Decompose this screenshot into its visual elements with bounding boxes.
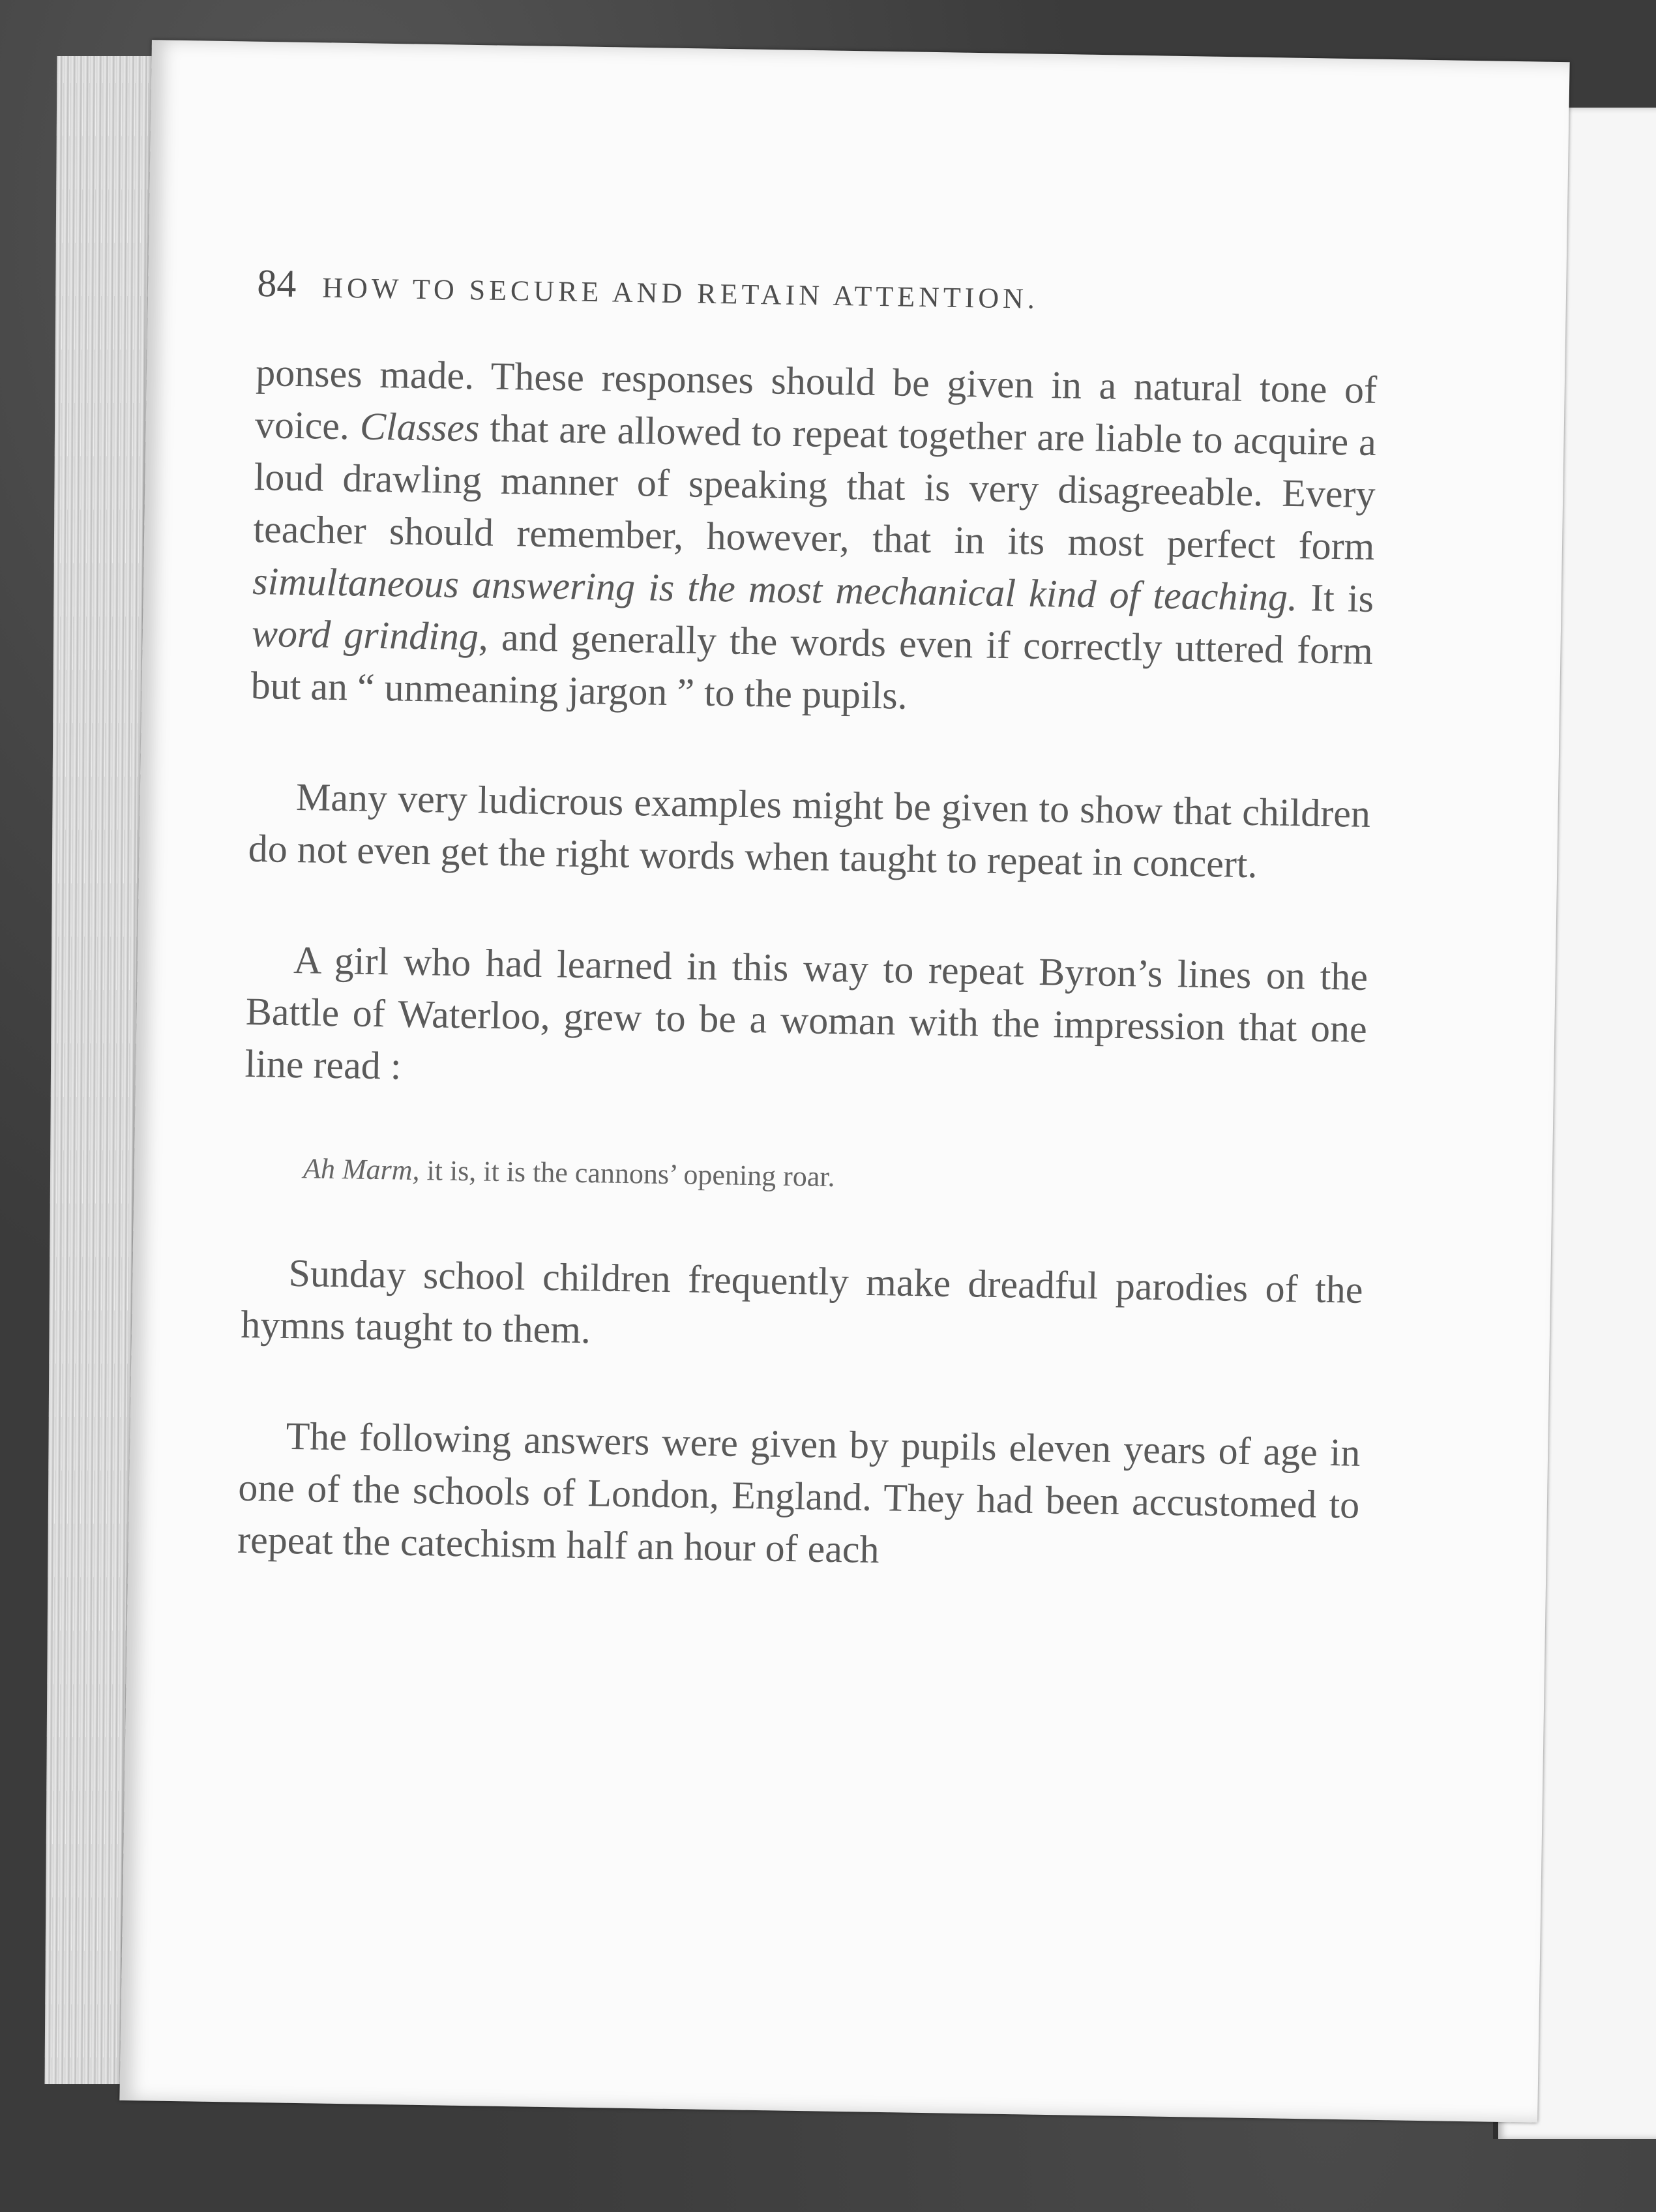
body-text: ponses made. These responses should be given in a natural tone of voice. [254,350,1378,448]
body-text: , and generally the words even if correctly uttered form but an “ unmeaning jargon ” to the pupils. [250,615,1374,717]
paragraphs-before-quote [244,346,1378,1107]
italic-text: word grinding [251,611,479,659]
page-number: 84 [256,261,297,305]
body-text: that are allowed to repeat together are liable to acquire a loud drawling manner of speaking that is very disagreeable. Every teacher should remember, however, that in its most perfect form [253,406,1377,568]
verse-quote [303,1149,1365,1205]
body-text: A girl who had learned in this way to repeat Byron’s lines on the Battle of Waterloo, grew to be a woman with the impression that one line read : [244,938,1368,1088]
body-text: The following answers were given by pupils eleven years of age in one of the schools of London, England. They had been accustomed to repeat the catechism half an hour of each [237,1414,1361,1572]
quote-rest: it is, it is the cannons’ opening roar. [419,1154,835,1193]
paragraphs-after-quote [237,1246,1363,1583]
body-text: It is [1297,576,1374,620]
italic-text: simultaneous answering is the most mechanical kind of teaching. [252,559,1298,620]
running-title: HOW TO SECURE AND RETAIN ATTENTION. [321,271,1039,315]
paragraph [244,933,1368,1107]
quote-italic-part: Ah Marm, [303,1152,420,1187]
paragraph [250,346,1378,729]
paragraph [237,1409,1361,1583]
page-text [237,261,1379,1583]
body-text: Sunday school children frequently make dreadful parodies of the hymns taught to them. [240,1251,1363,1352]
italic-text: Classes [359,404,480,450]
paragraph [248,770,1370,892]
paragraph [241,1246,1363,1368]
body-text: Many very ludicrous examples might be given to show that children do not even get the right words when taught to repeat in concert. [248,775,1371,886]
